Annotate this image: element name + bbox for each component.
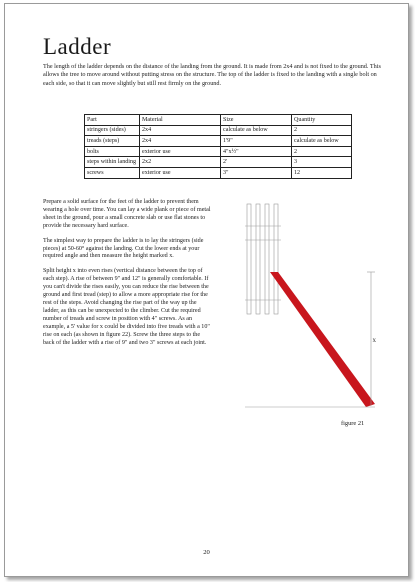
table-cell: exterior use <box>140 167 221 178</box>
page-number: 20 <box>203 549 210 556</box>
table-cell: 2x2 <box>140 157 221 168</box>
table-cell: 3 <box>292 157 352 168</box>
column-header-part: Part <box>85 115 140 126</box>
table-cell: 1'9" <box>221 136 292 147</box>
table-cell: 4"x½" <box>221 146 292 157</box>
paragraph-rises: Split height x into even rises (vertical distance between the top of each step). A rise of between 9" and 12" is generally comfortable. If you can't divide the rises easily, you can reduce the rise between the ground and first tread (step) to allow a more appropriate rise for the rest of the steps. Avoid changing the rise part of the way up the ladder, as this can be unexpected to the climber. Cut the required number of treads and screw in position with 4" screws. As an example, a 5' value for x could be divided into five treads with a 10" rise on each (as shown in figure 22). Screw the three steps to the back of the ladder with a rise of 9" and two 3" screws at each joint. <box>43 268 210 346</box>
table-cell: bolts <box>85 146 140 157</box>
page-title: Ladder <box>43 34 112 59</box>
table-cell: 2x4 <box>140 125 221 136</box>
column-header-size: Size <box>221 115 292 126</box>
table-row <box>85 125 352 136</box>
table-cell: 12 <box>292 167 352 178</box>
table-cell: 2 <box>292 146 352 157</box>
ladder-figure <box>245 204 375 409</box>
table-cell: steps within landing <box>85 157 140 168</box>
table-cell: treads (steps) <box>85 136 140 147</box>
intro-paragraph: The length of the ladder depends on the distance of the landing from the ground. It is made from 2x4 and is not fixed to the ground. This allows the tree to move around without putting stress on the structure. The top of the ladder is fixed to the landing with a single bolt on each side, so that it can move slightly but still rest firmly on the ground. <box>43 63 381 87</box>
table-cell: 2x4 <box>140 136 221 147</box>
table-cell: calculate as below <box>221 125 292 136</box>
body-text <box>43 199 213 354</box>
table-row <box>85 136 352 147</box>
column-header-quantity: Quantity <box>292 115 352 126</box>
table-row <box>85 157 352 168</box>
ladder-stringer <box>270 272 375 407</box>
table-header-row <box>85 115 352 126</box>
column-header-material: Material <box>140 115 221 126</box>
table-cell: 2' <box>221 157 292 168</box>
table-cell: 3" <box>221 167 292 178</box>
height-label: x <box>372 336 376 344</box>
document-page <box>4 3 409 577</box>
table-cell: stringers (sides) <box>85 125 140 136</box>
paragraph-stringers: The simplest way to prepare the ladder is to lay the stringers (side pieces) at 50-60° against the landing. Cut the lower ends at your required angle and then measure the height marked x. <box>43 237 204 260</box>
paragraph-surface: Prepare a solid surface for the feet of the ladder to prevent them wearing a hole over time. You can lay a wide plank or piece of metal sheet in the ground, pour a small concrete slab or use flat stones to provide the necessary hard surface. <box>43 199 211 229</box>
landing-posts <box>247 204 278 314</box>
table-cell: screws <box>85 167 140 178</box>
table-row <box>85 167 352 178</box>
table-row <box>85 146 352 157</box>
landing-platform <box>245 226 281 300</box>
table-cell: exterior use <box>140 146 221 157</box>
table-cell: calculate as below <box>292 136 352 147</box>
parts-table <box>84 114 352 179</box>
table-cell: 2 <box>292 125 352 136</box>
figure-caption: figure 21 <box>341 420 365 427</box>
